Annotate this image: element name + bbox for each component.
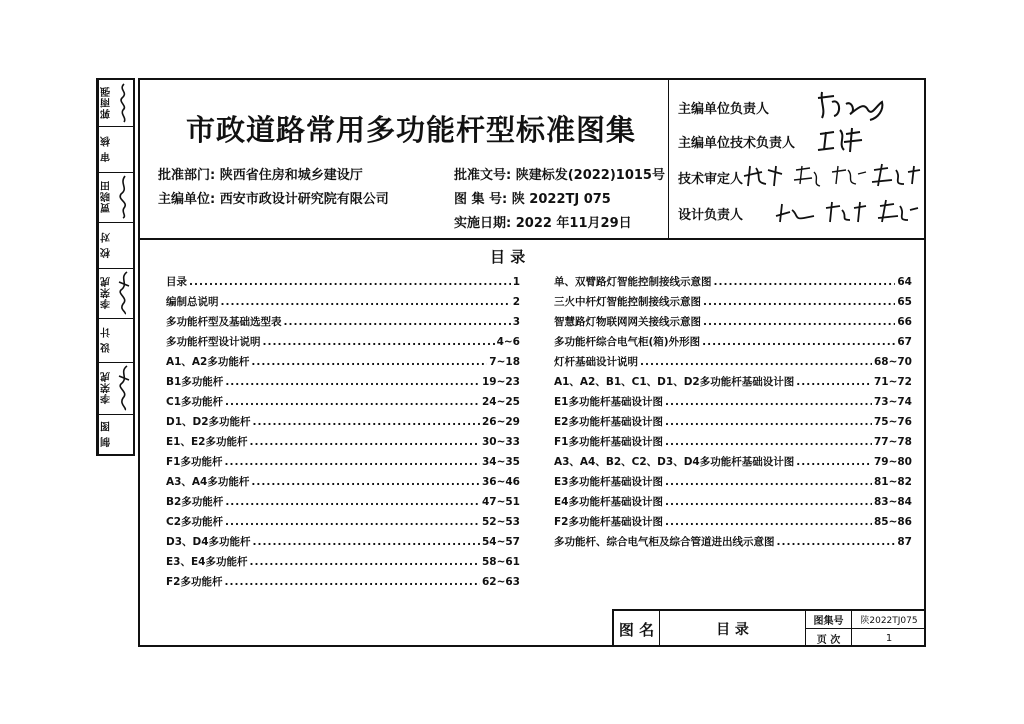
toc-item[interactable] <box>554 394 912 414</box>
title-block <box>612 609 926 647</box>
toc-item-title: D3、D4多功能杆 <box>166 536 251 548</box>
toc-item-title: E2多功能杆基础设计图 <box>554 416 663 428</box>
atlas-number-value: 陕2022TJ075 <box>852 611 926 629</box>
toc-item-page: 67 <box>897 336 912 348</box>
signature <box>115 222 133 268</box>
toc-item[interactable] <box>166 514 520 534</box>
toc-item-page: 68~70 <box>873 356 912 368</box>
sidebar-cell <box>98 414 133 454</box>
toc-item-title: 多功能杆型及基础选型表 <box>166 316 282 328</box>
toc-item-title: F2多功能杆 <box>166 576 223 588</box>
signature <box>115 172 133 222</box>
drawing-frame <box>138 78 926 647</box>
sidebar-cell <box>98 268 133 319</box>
toc-item-title: 编制总说明 <box>166 296 219 308</box>
toc-item-page: 64 <box>897 276 912 288</box>
sidebar-label: 校 对 <box>98 222 115 268</box>
toc-item-title: 多功能杆、综合电气柜及综合管道进出线示意图 <box>554 536 775 548</box>
toc-item[interactable] <box>554 434 912 454</box>
toc-item-title: A3、A4多功能杆 <box>166 476 250 488</box>
sidebar-cell <box>98 172 133 223</box>
header-divider <box>140 238 924 240</box>
signature <box>115 80 133 126</box>
toc-item-title: F1多功能杆基础设计图 <box>554 436 663 448</box>
toc-item-page: 1 <box>512 276 520 288</box>
sidebar-label: 郭雨强 <box>98 80 115 126</box>
toc-item[interactable] <box>166 574 520 594</box>
toc-item-page: 71~72 <box>873 376 912 388</box>
editor-unit: 主编单位: 西安市政设计研究院有限公司 <box>158 192 389 207</box>
sidebar-label: 制 图 <box>98 414 115 454</box>
toc-item-title: E3多功能杆基础设计图 <box>554 476 663 488</box>
toc-item[interactable] <box>166 354 520 374</box>
atlas-number-label: 图集号 <box>806 611 852 629</box>
sidebar-cell <box>98 222 133 269</box>
sidebar-cell <box>98 80 133 127</box>
signature <box>115 414 133 454</box>
toc-item-page: 81~82 <box>873 476 912 488</box>
signature <box>115 362 133 414</box>
toc-item-page: 36~46 <box>481 476 520 488</box>
toc-item-page: 54~57 <box>481 536 520 548</box>
toc-item-title: A1、A2多功能杆 <box>166 356 250 368</box>
signature <box>115 318 133 362</box>
toc-item[interactable] <box>166 394 520 414</box>
toc-item-page: 19~23 <box>481 376 520 388</box>
toc-left-column <box>166 274 520 594</box>
signature <box>115 126 133 172</box>
toc-item[interactable] <box>554 354 912 374</box>
toc-item[interactable] <box>166 474 520 494</box>
toc-item[interactable] <box>554 534 912 554</box>
toc-item-page: 58~61 <box>481 556 520 568</box>
toc-item-title: B2多功能杆 <box>166 496 224 508</box>
toc-item-page: 47~51 <box>481 496 520 508</box>
toc-item[interactable] <box>166 274 520 294</box>
signature-tech-reviewers <box>742 162 924 190</box>
toc-item-title: B1多功能杆 <box>166 376 224 388</box>
page-number-value: 1 <box>885 632 893 644</box>
toc-item[interactable] <box>554 414 912 434</box>
toc-item-title: 灯杆基础设计说明 <box>554 356 638 368</box>
toc-item-page: 26~29 <box>481 416 520 428</box>
toc-item-page: 4~6 <box>496 336 520 348</box>
toc-item-page: 2 <box>512 296 520 308</box>
toc-item[interactable] <box>166 414 520 434</box>
toc-item-title: E1、E2多功能杆 <box>166 436 248 448</box>
toc-item-title: D1、D2多功能杆 <box>166 416 251 428</box>
drawing-name-value: 目 录 <box>660 611 806 647</box>
toc-item-page: 75~76 <box>873 416 912 428</box>
toc-item-title: 智慧路灯物联网网关接线示意图 <box>554 316 701 328</box>
toc-item-title: 多功能杆型设计说明 <box>166 336 261 348</box>
toc-title: 目 录 <box>490 248 526 266</box>
sidebar-label: 审 核 <box>98 126 115 172</box>
toc-item-title: E4多功能杆基础设计图 <box>554 496 663 508</box>
toc-item-title: A3、A4、B2、C2、D3、D4多功能杆基础设计图 <box>554 456 795 468</box>
implementation-date: 实施日期: 2022 年11月29日 <box>454 216 632 231</box>
header-vertical-divider <box>668 80 669 238</box>
page-number-label: 页 次 <box>806 629 852 647</box>
editor-tech-head: 主编单位技术负责人 <box>678 136 796 151</box>
signature-tech-head <box>816 124 866 154</box>
toc-item[interactable] <box>554 294 912 314</box>
toc-item[interactable] <box>166 434 520 454</box>
toc-item-page: 34~35 <box>481 456 520 468</box>
toc-item[interactable] <box>166 314 520 334</box>
toc-item[interactable] <box>554 314 912 334</box>
toc-item-page: 87 <box>897 536 912 548</box>
toc-item-title: 单、双臂路灯智能控制接线示意图 <box>554 276 712 288</box>
toc-item[interactable] <box>554 374 912 394</box>
toc-item[interactable] <box>166 294 520 314</box>
sidebar-cell <box>98 362 133 415</box>
toc-item-title: 目录 <box>166 276 187 288</box>
toc-item[interactable] <box>166 494 520 514</box>
toc-item-page: 83~84 <box>873 496 912 508</box>
toc-item-page: 77~78 <box>873 436 912 448</box>
signature <box>115 268 133 318</box>
toc-item-page: 7~18 <box>489 356 520 368</box>
toc-item-title: 三火中杆灯智能控制接线示意图 <box>554 296 701 308</box>
toc-item-page: 73~74 <box>873 396 912 408</box>
toc-item-page: 62~63 <box>481 576 520 588</box>
editor-unit-head: 主编单位负责人 <box>678 102 770 117</box>
toc-item-title: F1多功能杆 <box>166 456 223 468</box>
toc-right-column <box>554 274 912 554</box>
toc-item[interactable] <box>554 454 912 474</box>
sidebar-label: 李荣虎 <box>98 268 115 318</box>
toc-item-title: C1多功能杆 <box>166 396 224 408</box>
toc-item[interactable] <box>166 454 520 474</box>
drawing-name-label: 图 名 <box>614 611 660 647</box>
sidebar-cell <box>98 318 133 363</box>
toc-item[interactable] <box>554 474 912 494</box>
toc-item-page: 79~80 <box>873 456 912 468</box>
design-head: 设计负责人 <box>678 208 744 223</box>
toc-item[interactable] <box>166 374 520 394</box>
toc-item[interactable] <box>554 514 912 534</box>
toc-item-page: 3 <box>512 316 520 328</box>
tech-reviewer: 技术审定人 <box>678 172 744 187</box>
toc-item-page: 66 <box>897 316 912 328</box>
toc-item-page: 24~25 <box>481 396 520 408</box>
sidebar-cell <box>98 126 133 173</box>
toc-item-title: 多功能杆综合电气柜(箱)外形图 <box>554 336 701 348</box>
toc-item[interactable] <box>554 334 912 354</box>
toc-item[interactable] <box>166 554 520 574</box>
sidebar-label: 贾晓田 <box>98 172 115 222</box>
approval-number: 批准文号: 陕建标发(2022)1015号 <box>454 168 665 183</box>
toc-item-title: E1多功能杆基础设计图 <box>554 396 663 408</box>
toc-item-page: 30~33 <box>481 436 520 448</box>
toc-item-page: 85~86 <box>873 516 912 528</box>
toc-item[interactable] <box>554 494 912 514</box>
toc-item[interactable] <box>554 274 912 294</box>
toc-item-title: A1、A2、B1、C1、D1、D2多功能杆基础设计图 <box>554 376 795 388</box>
sidebar-label: 设 计 <box>98 318 115 362</box>
sidebar-label: 李荣虎 <box>98 362 115 414</box>
toc-item[interactable] <box>166 534 520 554</box>
toc-item-title: F2多功能杆基础设计图 <box>554 516 663 528</box>
toc-item[interactable] <box>166 334 520 354</box>
page-title: 市政道路常用多功能杆型标准图集 <box>186 113 637 147</box>
toc-item-page: 65 <box>897 296 912 308</box>
signature-editor-head <box>812 88 892 124</box>
toc-item-page: 52~53 <box>481 516 520 528</box>
toc-item-title: C2多功能杆 <box>166 516 224 528</box>
atlas-number: 图 集 号: 陕 2022TJ 075 <box>454 192 611 207</box>
approval-dept: 批准部门: 陕西省住房和城乡建设厅 <box>158 168 363 183</box>
toc-item-title: E3、E4多功能杆 <box>166 556 248 568</box>
review-sidebar <box>96 78 135 456</box>
signature-design-heads <box>774 198 922 226</box>
